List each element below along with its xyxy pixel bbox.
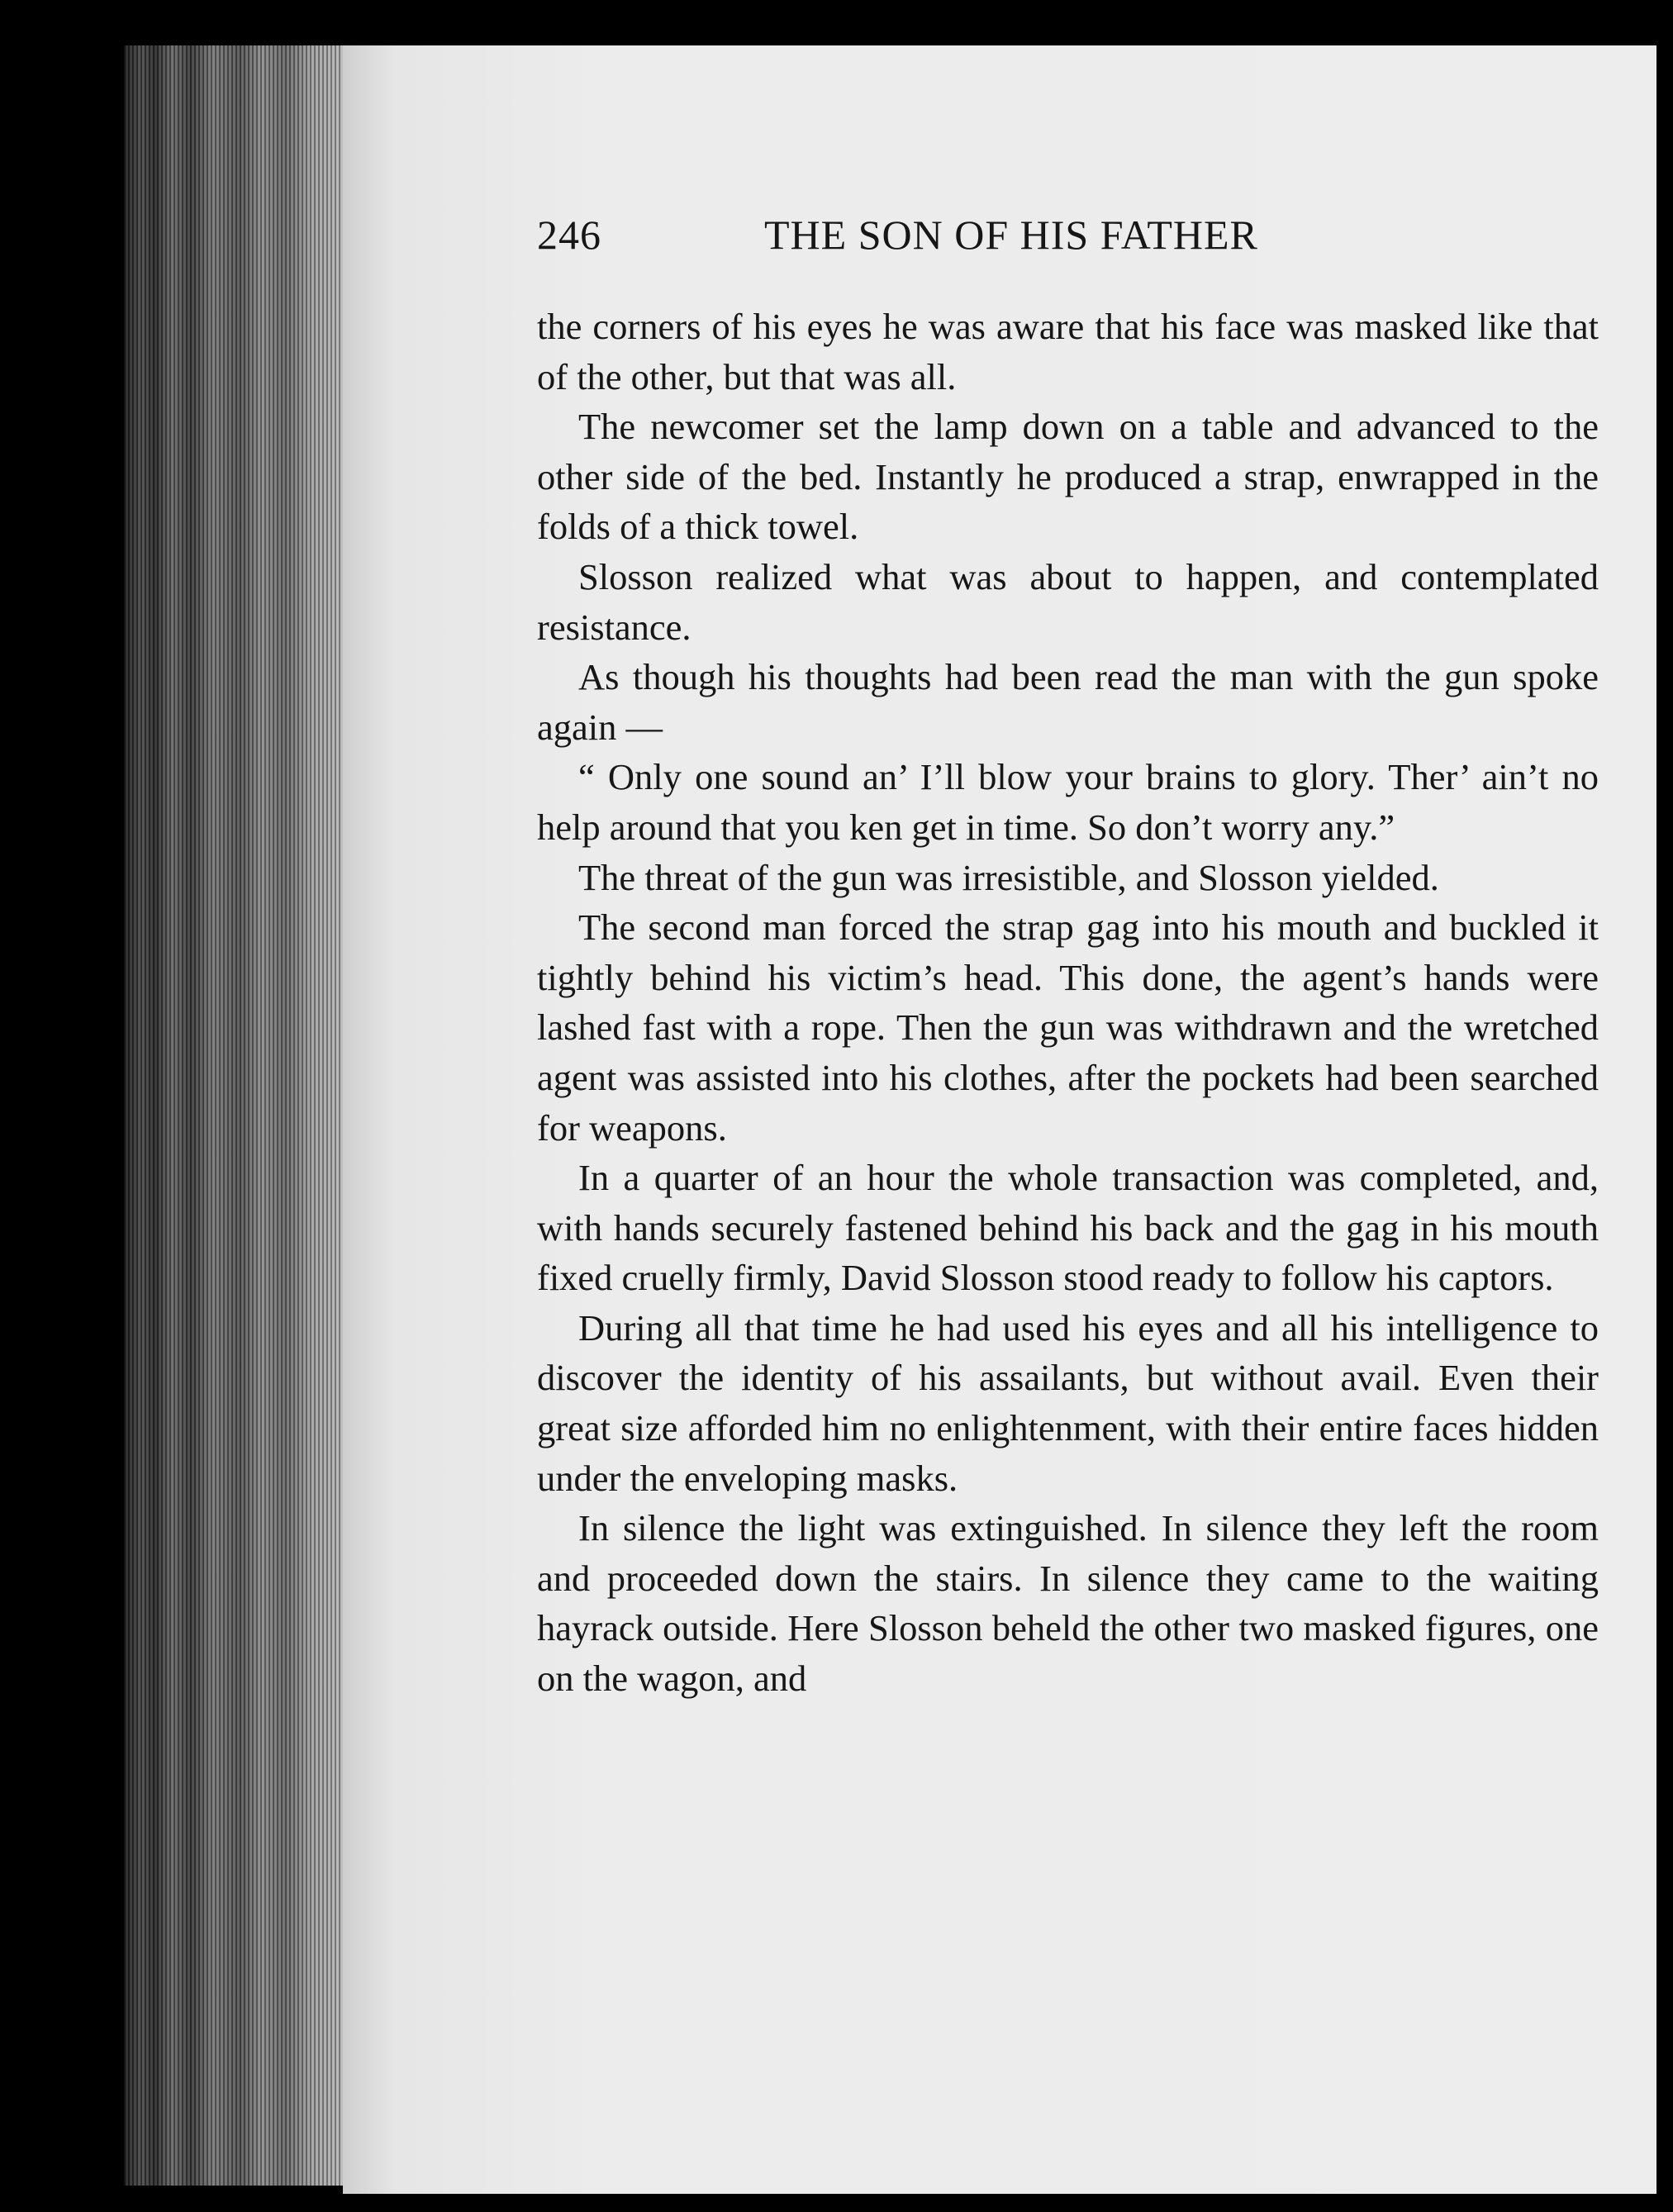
book-page-edges xyxy=(124,45,347,2186)
paragraph: In silence the light was extinguished. In silence they left the room and proceeded down the stairs. In silence they came to the waiting hayrack outside. Here Slosson beheld the other two masked figures, one on the wagon, and xyxy=(537,1507,1599,1700)
paragraph: During all that time he had used his eyes and all his intelligence to discover the identity of his assailants, but without avail. Even their great size afforded him no enlightenment, with their entire faces hidden under the enveloping masks. xyxy=(537,1306,1599,1499)
paragraph: the corners of his eyes he was aware that his face was masked like that of the other, but that was all. xyxy=(537,306,1599,397)
page-number: 246 xyxy=(537,212,601,258)
page-sheet xyxy=(343,45,1656,2194)
page-content xyxy=(537,211,1599,1704)
paragraph: The threat of the gun was irresistible, and Slosson yielded. xyxy=(578,856,1439,898)
book-title: THE SON OF HIS FATHER xyxy=(764,212,1258,258)
paragraph: The newcomer set the lamp down on a table and advanced to the other side of the bed. Instantly he produced a strap, enwrapped in the folds of a thick towel. xyxy=(537,406,1599,548)
paragraph: The second man forced the strap gag into his mouth and buckled it tightly behind his victim’s head. This done, the agent’s hands were lashed fast with a rope. Then the gun was withdrawn and the wretched agent was assisted into his clothes, after the pockets had been searched for weapons. xyxy=(537,906,1599,1149)
running-head xyxy=(537,211,1599,302)
paragraph: In a quarter of an hour the whole transaction was completed, and, with hands securely fastened behind his back and the gag in his mouth fixed cruelly firmly, David Slosson stood ready to follow his captors. xyxy=(537,1157,1599,1299)
paragraph: Slosson realized what was about to happen, and contemplated resistance. xyxy=(537,555,1599,648)
paragraph: “ Only one sound an’ I’ll blow your brains to glory. Ther’ ain’t no help around that you ken get in time. So don’t worry any.” xyxy=(537,756,1599,848)
paragraph: As though his thoughts had been read the man with the gun spoke again — xyxy=(537,656,1599,748)
body-text xyxy=(537,302,1599,1704)
